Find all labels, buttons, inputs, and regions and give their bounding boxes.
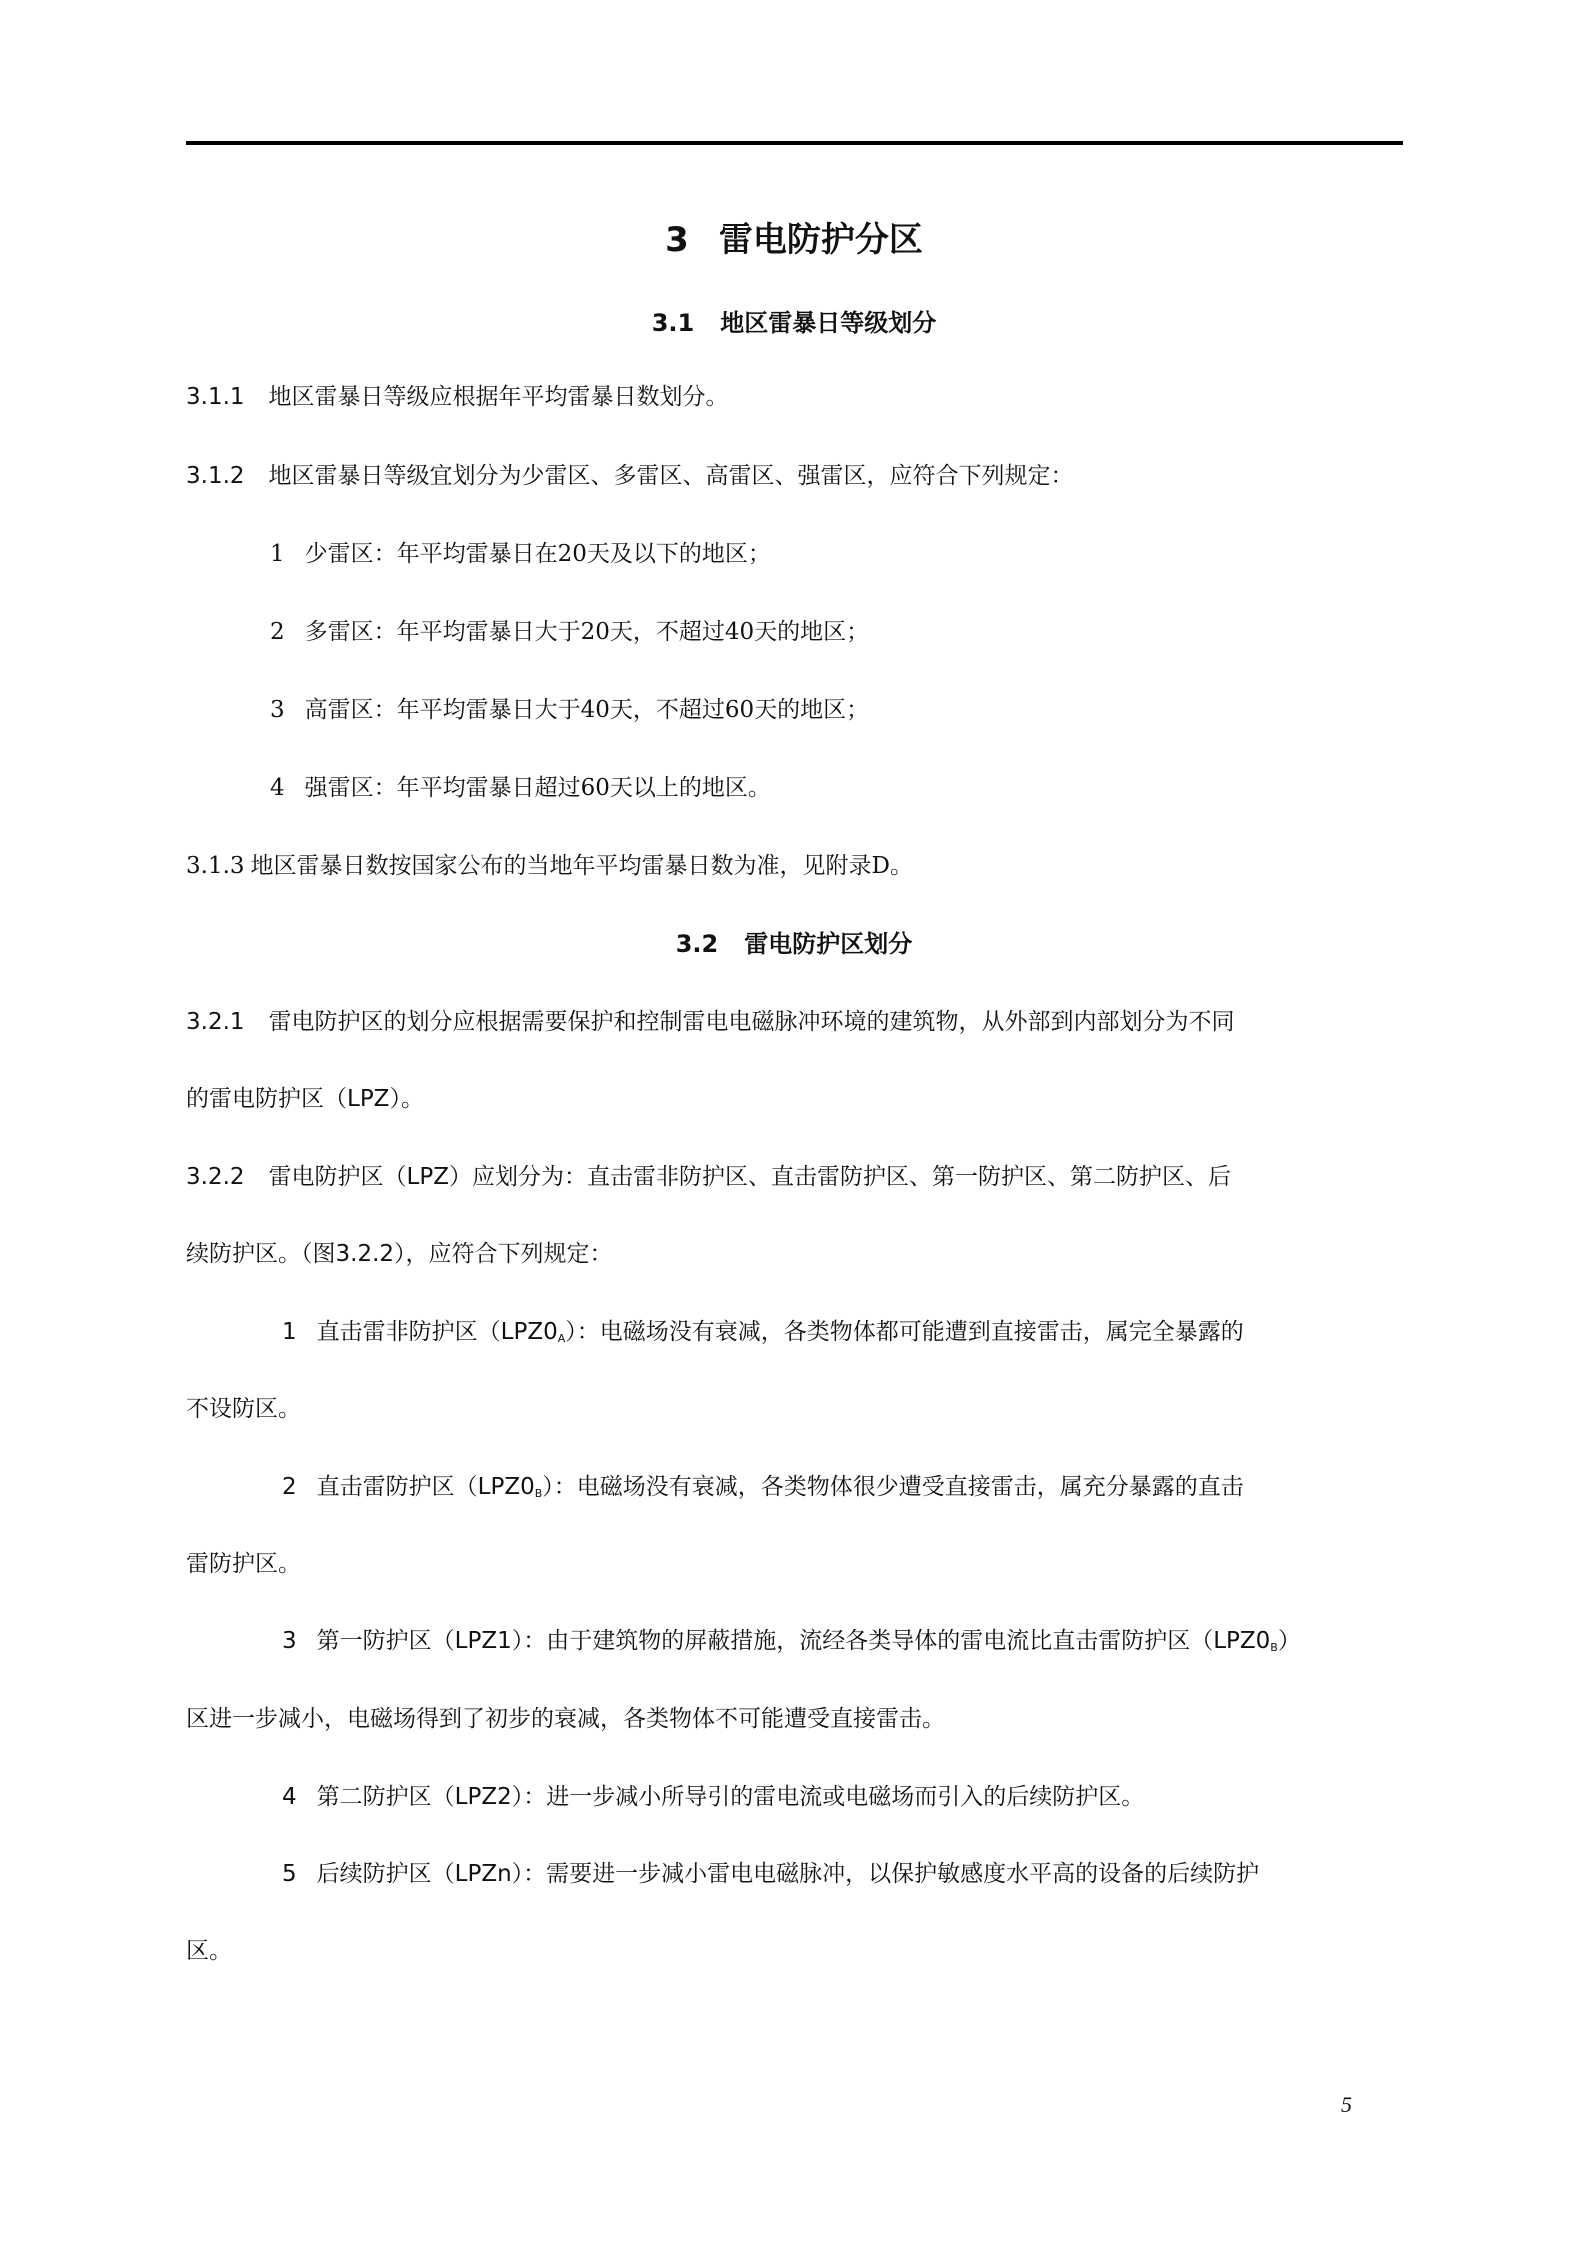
clause-text: ）应划分为：直击雷非防护区、直击雷防护区、第一防护区、第二防护区、后 <box>448 1164 1231 1190</box>
item-text: ）：由于建筑物的屏蔽措施，流经各类导体的雷电流比直击雷防护区（ <box>511 1628 1214 1654</box>
item-number: 5 <box>282 1861 297 1887</box>
lpz-subscript: B <box>534 1487 543 1500</box>
lpz-item-3-line-1 <box>282 1626 1301 1663</box>
page-number: 5 <box>1341 2092 1352 2117</box>
section-number: 3.2 <box>675 930 719 958</box>
section-heading-3-2 <box>0 929 1588 959</box>
item-number: 1 <box>282 1319 297 1345</box>
clause-number: 3.2.1 <box>186 1009 245 1035</box>
item-text: ）：电磁场没有衰减，各类物体都可能遭到直接雷击，属完全暴露的 <box>565 1319 1244 1345</box>
clause-text: 雷电防护区（ <box>268 1164 407 1190</box>
clause-text: 续防护区。（图 <box>186 1241 336 1267</box>
lpz-item-1-line-1 <box>282 1317 1244 1354</box>
clause-3-1-3 <box>186 851 913 881</box>
lpz-item-2-line-1 <box>282 1472 1244 1509</box>
clause-3-1-1 <box>186 382 729 412</box>
item-number: 1 <box>270 541 285 567</box>
list-item <box>270 539 771 569</box>
item-text: ） <box>1277 1628 1301 1654</box>
clause-number: 3.1.2 <box>186 463 245 489</box>
item-text: 少雷区：年平均雷暴日在20天及以下的地区； <box>304 541 771 567</box>
item-text: ）：需要进一步减小雷电电磁脉冲，以保护敏感度水平高的设备的后续防护 <box>511 1861 1260 1887</box>
clause-text: 地区雷暴日数按国家公布的当地年平均雷暴日数为准，见附录D。 <box>250 853 913 879</box>
lpz-abbreviation: LPZn <box>454 1861 512 1887</box>
clause-3-2-2-line-1 <box>186 1162 1231 1192</box>
zone-name: 第二防护区（ <box>316 1784 455 1810</box>
section-title: 雷电防护区划分 <box>744 930 913 958</box>
lpz-abbreviation: LPZ <box>347 1086 390 1112</box>
chapter-title <box>0 220 1588 260</box>
item-text: 高雷区：年平均雷暴日大于40天，不超过60天的地区； <box>304 697 870 723</box>
lpz-subscript: B <box>1270 1641 1278 1654</box>
list-item <box>270 773 771 803</box>
clause-3-2-1-line-1 <box>186 1007 1235 1037</box>
clause-3-1-2 <box>186 461 1074 491</box>
clause-text: 地区雷暴日等级应根据年平均雷暴日数划分。 <box>268 384 729 410</box>
zone-name: 直击雷防护区（ <box>316 1474 478 1500</box>
clause-number: 3.2.2 <box>186 1164 245 1190</box>
item-number: 4 <box>282 1784 297 1810</box>
lpz-item-5-line-2 <box>186 1936 232 1966</box>
clause-number: 3.1.3 <box>186 853 245 879</box>
item-number: 3 <box>270 697 285 723</box>
item-text: 区。 <box>186 1938 232 1964</box>
chapter-number: 3 <box>665 220 689 260</box>
lpz-subscript: A <box>557 1332 566 1345</box>
clause-text: ），应符合下列规定： <box>394 1241 613 1267</box>
item-text: ）：进一步减小所导引的雷电流或电磁场而引入的后续防护区。 <box>511 1784 1145 1810</box>
list-item <box>270 617 869 647</box>
item-text: 雷防护区。 <box>186 1551 301 1577</box>
item-text: 区进一步减小，电磁场得到了初步的衰减，各类物体不可能遭受直接雷击。 <box>186 1706 945 1732</box>
clause-3-2-2-line-2 <box>186 1239 613 1269</box>
zone-name: 直击雷非防护区（ <box>316 1319 501 1345</box>
section-number: 3.1 <box>651 309 695 337</box>
list-item <box>270 695 869 725</box>
lpz-abbreviation: LPZ1 <box>454 1628 512 1654</box>
section-heading-3-1 <box>0 308 1588 338</box>
lpz-item-4 <box>282 1782 1144 1812</box>
clause-text: 地区雷暴日等级宜划分为少雷区、多雷区、高雷区、强雷区，应符合下列规定： <box>268 463 1074 489</box>
clause-3-2-1-line-2 <box>186 1084 424 1114</box>
lpz-abbreviation: LPZ0 <box>500 1319 558 1345</box>
item-text: 多雷区：年平均雷暴日大于20天，不超过40天的地区； <box>304 619 870 645</box>
lpz-item-5-line-1 <box>282 1859 1259 1889</box>
clause-text: 雷电防护区的划分应根据需要保护和控制雷电电磁脉冲环境的建筑物，从外部到内部划分为不同 <box>268 1009 1235 1035</box>
item-number: 2 <box>270 619 285 645</box>
zone-name: 第一防护区（ <box>316 1628 455 1654</box>
lpz-abbreviation: LPZ0 <box>477 1474 535 1500</box>
figure-reference: 3.2.2 <box>335 1241 395 1267</box>
lpz-abbreviation: LPZ2 <box>454 1784 512 1810</box>
lpz-item-3-line-2 <box>186 1704 945 1734</box>
clause-number: 3.1.1 <box>186 384 245 410</box>
item-number: 2 <box>282 1474 297 1500</box>
clause-text: ）。 <box>389 1086 424 1112</box>
item-number: 3 <box>282 1628 297 1654</box>
section-title: 地区雷暴日等级划分 <box>720 309 937 337</box>
item-text: ）：电磁场没有衰减，各类物体很少遭受直接雷击，属充分暴露的直击 <box>542 1474 1244 1500</box>
chapter-title-text: 雷电防护分区 <box>718 220 923 260</box>
item-text: 强雷区：年平均雷暴日超过60天以上的地区。 <box>304 775 771 801</box>
lpz-item-1-line-2 <box>186 1394 301 1424</box>
clause-text: 的雷电防护区（ <box>186 1086 347 1112</box>
zone-name: 后续防护区（ <box>316 1861 455 1887</box>
header-rule <box>186 141 1403 145</box>
lpz-abbreviation: LPZ0 <box>1213 1628 1271 1654</box>
item-number: 4 <box>270 775 285 801</box>
lpz-abbreviation: LPZ <box>406 1164 449 1190</box>
lpz-item-2-line-2 <box>186 1549 301 1579</box>
item-text: 不设防区。 <box>186 1396 301 1422</box>
